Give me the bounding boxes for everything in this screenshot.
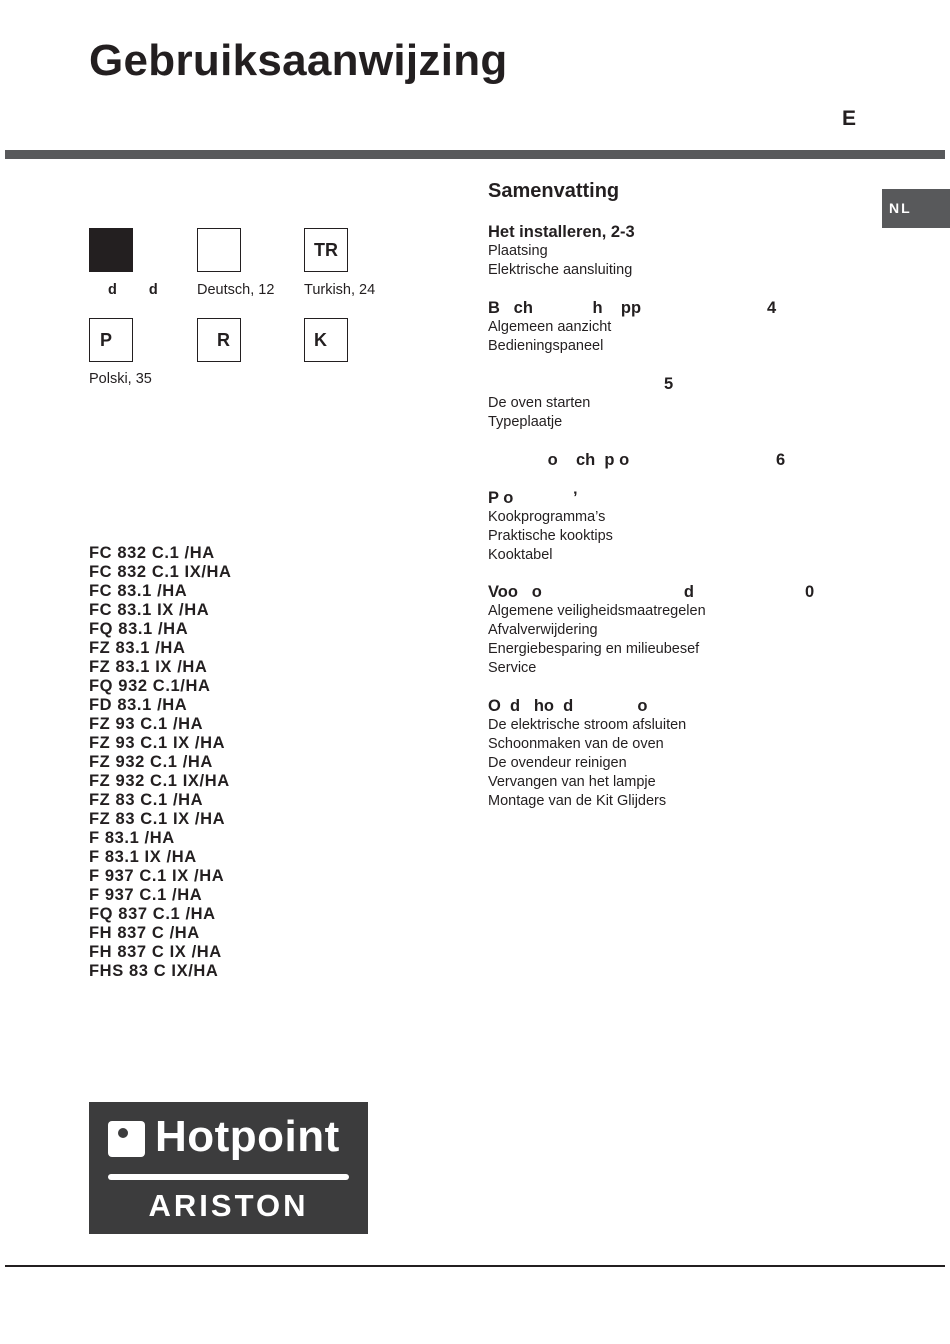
toc-page-number: 0 [805,583,815,601]
model-item: FQ 83.1 /HA [89,620,189,638]
toc-section-title: P o ’ [488,489,578,507]
language-box-2 [197,228,241,272]
toc-section-title: O d ho d o [488,697,648,715]
toc-page-number: 6 [776,451,786,469]
brand-logo [89,1102,368,1234]
model-item: FH 837 C IX /HA [89,943,222,961]
language-label-polski: Polski, 35 [89,371,152,387]
toc-section-title: o ch p o [488,451,630,469]
toc-item: Afvalverwijdering [488,622,598,638]
language-label-turkish: Turkish, 24 [304,282,376,298]
toc-section-5 [488,488,828,565]
model-item: FD 83.1 /HA [89,696,188,714]
toc-item: Elektrische aansluiting [488,262,633,278]
toc-section-title: Het installeren, 2-3 [488,223,635,241]
toc-item: Service [488,660,537,676]
top-divider [5,150,945,159]
logo-brand-ariston: ARISTON [148,1188,309,1223]
toc-item: Algemene veiligheidsmaatregelen [488,603,706,619]
toc-section-6 [488,582,828,678]
model-item: FC 832 C.1 IX/HA [89,563,232,581]
model-item: FZ 83 C.1 /HA [89,791,204,809]
toc-item: Praktische kooktips [488,528,613,544]
toc-item: Plaatsing [488,243,548,259]
toc-item: Kooktabel [488,547,553,563]
toc-item: Montage van de Kit Glijders [488,793,667,809]
model-item: FZ 83.1 /HA [89,639,186,657]
toc-section-4 [488,450,828,470]
language-box-r: R [197,318,241,362]
model-item: F 937 C.1 /HA [89,886,203,904]
toc-item: Typeplaatje [488,414,563,430]
toc-item: De ovendeur reinigen [488,755,627,771]
logo-divider [108,1174,349,1180]
model-item: FC 83.1 IX /HA [89,601,210,619]
toc-section-3 [488,374,828,432]
model-item: FQ 837 C.1 /HA [89,905,216,923]
language-tab-nl: NL [882,189,950,228]
toc-item: Vervangen van het lampje [488,774,656,790]
toc-page-number: 4 [767,299,777,317]
toc-section-2 [488,298,828,356]
language-box-1 [89,228,133,272]
model-item: FC 83.1 /HA [89,582,188,600]
toc-page-number: 5 [664,375,674,393]
model-item: FZ 93 C.1 /HA [89,715,204,733]
model-item: F 83.1 /HA [89,829,175,847]
model-item: F 83.1 IX /HA [89,848,197,866]
language-label-1: d d [108,282,158,298]
language-box-p: P [89,318,133,362]
model-item: F 937 C.1 IX /HA [89,867,225,885]
logo-mark-icon [108,1121,145,1157]
toc-item: Kookprogramma’s [488,509,606,525]
language-label-deutsch: Deutsch, 12 [197,282,275,298]
toc-section-title: B ch h pp [488,299,642,317]
model-item: FHS 83 C IX/HA [89,962,219,980]
toc-section-7 [488,696,828,811]
toc-item: Energiebesparing en milieubesef [488,641,700,657]
toc-heading: Samenvatting [488,180,620,202]
model-item: FZ 932 C.1 /HA [89,753,213,771]
logo-brand-hotpoint: Hotpoint [155,1112,340,1161]
page-title: Gebruiksaanwijzing [89,36,508,85]
model-item: FQ 932 C.1/HA [89,677,211,695]
toc-section-installeren [488,222,828,280]
model-item: FH 837 C /HA [89,924,200,942]
model-item: FZ 83.1 IX /HA [89,658,208,676]
toc-item: De oven starten [488,395,591,411]
toc-item: De elektrische stroom afsluiten [488,717,687,733]
model-item: FZ 83 C.1 IX /HA [89,810,226,828]
header-letter: E [842,107,857,130]
toc-section-title: Voo o d [488,583,694,601]
model-item: FZ 932 C.1 IX/HA [89,772,230,790]
toc-item: Schoonmaken van de oven [488,736,664,752]
model-item: FC 832 C.1 /HA [89,544,215,562]
model-item: FZ 93 C.1 IX /HA [89,734,226,752]
bottom-divider [5,1265,945,1267]
language-box-k: K [304,318,348,362]
toc-item: Algemeen aanzicht [488,319,612,335]
toc-item: Bedieningspaneel [488,338,604,354]
language-box-tr: TR [304,228,348,272]
model-list [89,544,232,981]
